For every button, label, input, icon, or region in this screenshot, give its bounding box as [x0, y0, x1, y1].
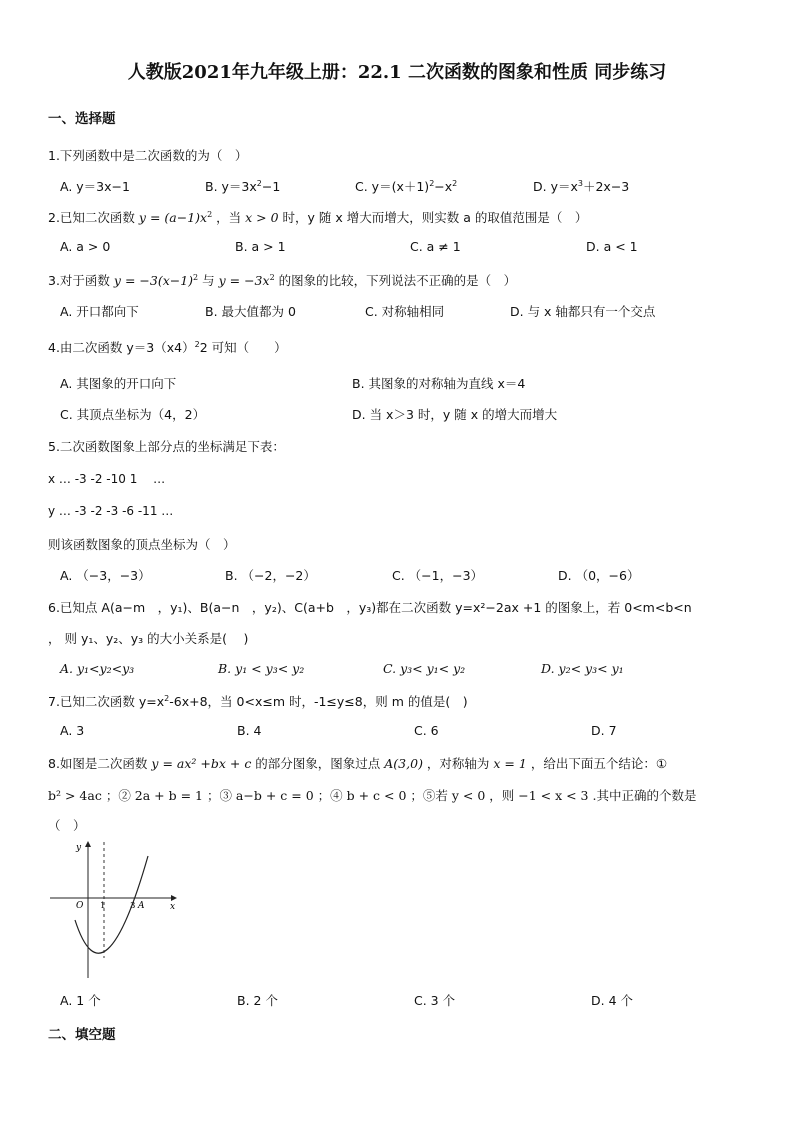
q3-option-c: C. 对称轴相同 [365, 304, 445, 319]
q8-option-d: D. 4 个 [591, 993, 633, 1008]
q5-option-b: B. （−2，−2） [225, 568, 316, 583]
q5-row-y: y … -3 -2 -3 -6 -11 … [48, 504, 174, 518]
q6-line2: ， 则 y₁、y₂、y₃ 的大小关系是( ) [48, 631, 249, 646]
section-choice: 一、选择题 [48, 111, 116, 127]
q8-option-a: A. 1 个 [60, 993, 101, 1008]
q5-row-x: x … -3 -2 -10 1 … [48, 472, 166, 486]
q7-option-d: D. 7 [591, 723, 617, 738]
q1-stem: 1.下列函数中是二次函数的为（ ） [48, 148, 248, 163]
q6-line1: 6.已知点 A(a−m ，y₁)、B(a−n ，y₂)、C(a+b ，y₃)都在二次函数 y=x²−2ax +1 的图象上，若 0<m<b<n [48, 600, 692, 615]
q8-option-c: C. 3 个 [414, 993, 456, 1008]
q7-option-c: C. 6 [414, 723, 439, 738]
q5-stem: 5.二次函数图象上部分点的坐标满足下表： [48, 439, 285, 454]
q8-line3: （ ） [48, 818, 86, 833]
q1-option-c: C. $y=(x+1)^2-x^2$ [355, 178, 458, 194]
q5-option-c: C. （−1，−3） [392, 568, 484, 583]
y-axis-label: y [76, 843, 82, 853]
q3-option-d: D. 与 x 轴都只有一个交点 [510, 304, 656, 319]
q8-line2: b² > 4ac ；② 2a + b = 1 ；③ a−b + c = 0 ；④ b + c < 0 ；⑤若 y < 0 ，则 −1 < x < 3 .其中正确的个数是 [48, 788, 697, 803]
q4-option-b: B. 其图象的对称轴为直线 x＝4 [352, 376, 526, 391]
q5-ask: 则该函数图象的顶点坐标为（ ） [48, 537, 236, 552]
q8-option-b: B. 2 个 [237, 993, 278, 1008]
x-axis-label: x [170, 902, 176, 912]
q5-option-a: A. （−3，−3） [60, 568, 151, 583]
q4-stem: 4.由二次函数 $y=3(x4)^22$ 可知（ ） [48, 339, 287, 355]
q6-option-a: A. y₁<y₂<y₃ [60, 661, 135, 676]
q3-stem: 3.对于函数 $y = -3(x-1)^2$ 与 $y = -3x^2$ 的图象的比较，下列说法不正确的是（ ） [48, 272, 517, 288]
q2-option-b: B. a > 1 [235, 239, 286, 254]
q2-stem: 2.已知二次函数 $y = (a-1)x^2$ ，当 x > 0 时，y 随 x 增大而增大，则实数 a 的取值范围是（ ） [48, 209, 588, 225]
point-a-label: A [138, 901, 145, 911]
q1-option-d: D. $y=x^3+2x-3$ [533, 178, 630, 194]
q1-option-a: A. y＝3x−1 [60, 179, 130, 194]
q4-option-c: C. 其顶点坐标为（4，2） [60, 407, 206, 422]
q6-option-c: C. y₃< y₁< y₂ [383, 661, 466, 676]
tick-1-label: 1 [100, 901, 106, 911]
q7-stem: 7.已知二次函数 $y=x^2-6x+8$，当 0<x≤m 时，-1≤y≤8，则 m 的值是( ) [48, 693, 468, 709]
q2-option-c: C. a ≠ 1 [410, 239, 461, 254]
q7-option-a: A. 3 [60, 723, 85, 738]
q1-option-b: B. $y=3x^2-1$ [205, 178, 281, 194]
section-fill: 二、填空题 [48, 1027, 116, 1043]
q8-parabola-graph [48, 838, 180, 980]
q3-option-b: B. 最大值都为 0 [205, 304, 296, 319]
q4-option-a: A. 其图象的开口向下 [60, 376, 177, 391]
q8-line1: 8.如图是二次函数 y = ax² +bx + c 的部分图象，图象过点 A(3,0) ，对称轴为 x = 1 ，给出下面五个结论：① [48, 756, 668, 771]
q6-option-d: D. y₂< y₃< y₁ [541, 661, 624, 676]
q3-option-a: A. 开口都向下 [60, 304, 139, 319]
q6-option-b: B. y₁ < y₃< y₂ [218, 661, 305, 676]
q2-option-d: D. a < 1 [586, 239, 638, 254]
q4-option-d: D. 当 x＞3 时，y 随 x 的增大而增大 [352, 407, 558, 422]
page-title: 人教版2021年九年级上册：22.1 二次函数的图象和性质 同步练习 [127, 62, 667, 83]
q5-option-d: D. （0，−6） [558, 568, 640, 583]
q7-option-b: B. 4 [237, 723, 262, 738]
q2-option-a: A. a > 0 [60, 239, 111, 254]
tick-3-label: 3 [130, 901, 136, 911]
origin-label: O [76, 901, 84, 911]
